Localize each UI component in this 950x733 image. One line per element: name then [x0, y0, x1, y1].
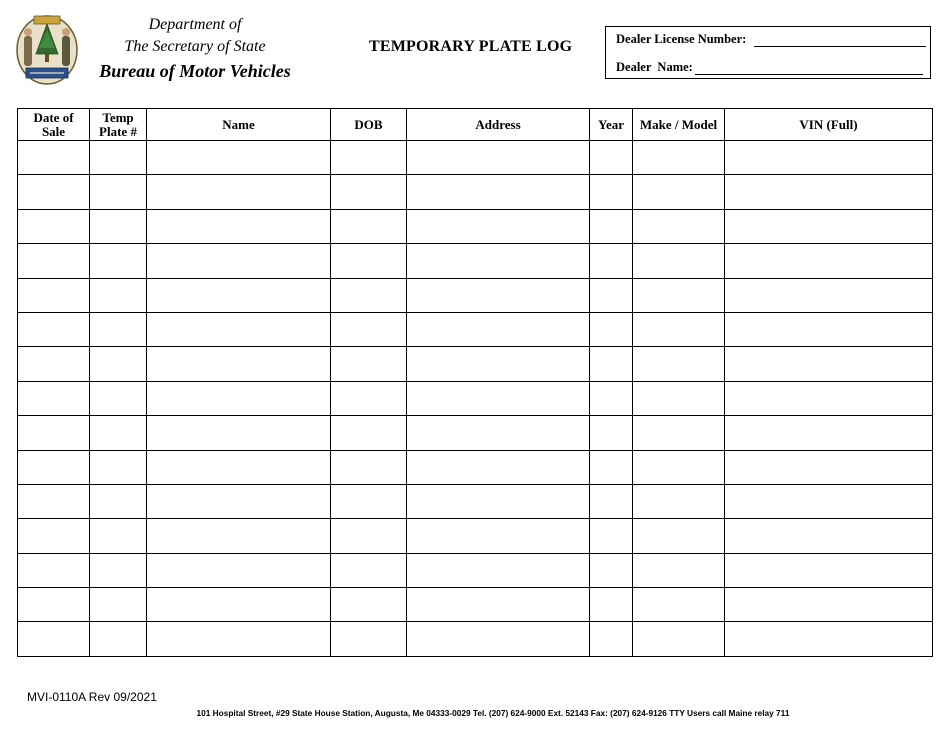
column-header-label: Date of — [33, 109, 74, 125]
table-cell[interactable] — [725, 381, 933, 415]
table-row — [18, 244, 933, 278]
table-cell[interactable] — [331, 381, 407, 415]
table-cell[interactable] — [90, 450, 147, 484]
table-row — [18, 381, 933, 415]
table-cell[interactable] — [90, 244, 147, 278]
table-cell[interactable] — [331, 519, 407, 553]
table-cell[interactable] — [331, 209, 407, 243]
table-cell[interactable] — [331, 141, 407, 175]
table-cell[interactable] — [725, 347, 933, 381]
table-cell[interactable] — [407, 484, 590, 518]
table-cell[interactable] — [590, 553, 633, 587]
table-cell[interactable] — [407, 347, 590, 381]
table-cell[interactable] — [407, 209, 590, 243]
bureau-name: Bureau of Motor Vehicles — [99, 61, 291, 81]
table-cell[interactable] — [331, 484, 407, 518]
table-cell[interactable] — [633, 244, 725, 278]
table-cell[interactable] — [633, 312, 725, 346]
table-cell[interactable] — [331, 622, 407, 656]
table-row — [18, 553, 933, 587]
table-cell[interactable] — [18, 381, 90, 415]
table-cell[interactable] — [331, 244, 407, 278]
table-cell[interactable] — [725, 141, 933, 175]
table-cell[interactable] — [407, 175, 590, 209]
table-cell[interactable] — [18, 244, 90, 278]
column-header-label: Year — [598, 116, 624, 132]
column-header — [725, 109, 933, 141]
table-row — [18, 588, 933, 622]
table-cell[interactable] — [407, 553, 590, 587]
table-cell[interactable] — [147, 553, 331, 587]
column-header-label: Temp — [102, 109, 134, 125]
department-heading — [90, 14, 300, 84]
table-cell[interactable] — [147, 484, 331, 518]
table-row — [18, 347, 933, 381]
dealer-license-field[interactable] — [754, 34, 926, 47]
table-row — [18, 312, 933, 346]
table-cell[interactable] — [633, 553, 725, 587]
table-cell[interactable] — [331, 450, 407, 484]
table-cell[interactable] — [725, 553, 933, 587]
table-cell[interactable] — [725, 484, 933, 518]
table-cell[interactable] — [90, 381, 147, 415]
table-cell[interactable] — [725, 278, 933, 312]
table-cell[interactable] — [725, 244, 933, 278]
table-cell[interactable] — [331, 278, 407, 312]
table-cell[interactable] — [147, 175, 331, 209]
table-cell[interactable] — [18, 175, 90, 209]
column-header-label: DOB — [354, 116, 383, 132]
table-cell[interactable] — [18, 347, 90, 381]
table-row — [18, 141, 933, 175]
table-cell[interactable] — [633, 484, 725, 518]
table-cell[interactable] — [725, 622, 933, 656]
column-header — [633, 109, 725, 141]
table-cell[interactable] — [18, 519, 90, 553]
table-cell[interactable] — [725, 175, 933, 209]
table-cell[interactable] — [147, 450, 331, 484]
table-cell[interactable] — [147, 588, 331, 622]
table-cell[interactable] — [90, 553, 147, 587]
table-cell[interactable] — [90, 141, 147, 175]
column-header-label: VIN (Full) — [799, 116, 858, 132]
table-row — [18, 175, 933, 209]
table-cell[interactable] — [18, 588, 90, 622]
table-cell[interactable] — [407, 450, 590, 484]
form-number: MVI-0110A Rev 09/2021 — [27, 690, 157, 704]
table-body — [18, 141, 933, 657]
table-cell[interactable] — [407, 278, 590, 312]
table-cell[interactable] — [147, 141, 331, 175]
department-line-2: The Secretary of State — [124, 38, 266, 55]
table-cell[interactable] — [590, 588, 633, 622]
table-cell[interactable] — [725, 312, 933, 346]
table-cell[interactable] — [633, 416, 725, 450]
dealer-info-box — [605, 26, 931, 79]
temporary-plate-log-table — [17, 108, 933, 657]
table-cell[interactable] — [590, 278, 633, 312]
table-cell[interactable] — [90, 416, 147, 450]
table-cell[interactable] — [633, 209, 725, 243]
dealer-name-row — [616, 60, 923, 75]
table-cell[interactable] — [90, 175, 147, 209]
table-cell[interactable] — [147, 381, 331, 415]
table-cell[interactable] — [590, 484, 633, 518]
column-header — [18, 109, 90, 141]
table-cell[interactable] — [90, 622, 147, 656]
table-cell[interactable] — [633, 278, 725, 312]
column-header — [407, 109, 590, 141]
table-cell[interactable] — [331, 175, 407, 209]
dealer-license-row — [616, 32, 926, 47]
table-cell[interactable] — [590, 381, 633, 415]
table-cell[interactable] — [147, 519, 331, 553]
table-cell[interactable] — [633, 450, 725, 484]
table-cell[interactable] — [18, 312, 90, 346]
table-cell[interactable] — [590, 141, 633, 175]
footer-address: 101 Hospital Street, #29 State House Station, Augusta, Me 04333-0029 Tel. (207) 624-9000 Ext. 52143 Fax: (207) 624-9126 TTY Users call Maine relay 711 — [196, 708, 790, 718]
table-cell[interactable] — [407, 622, 590, 656]
table-cell[interactable] — [90, 588, 147, 622]
table-cell[interactable] — [590, 312, 633, 346]
dealer-name-field[interactable] — [695, 62, 923, 75]
table-cell[interactable] — [407, 244, 590, 278]
table-cell[interactable] — [147, 622, 331, 656]
table-cell[interactable] — [147, 312, 331, 346]
column-header-label: Name — [222, 116, 255, 132]
table-row — [18, 450, 933, 484]
table-cell[interactable] — [590, 450, 633, 484]
table-row — [18, 416, 933, 450]
table-cell[interactable] — [590, 416, 633, 450]
table-cell[interactable] — [147, 209, 331, 243]
table-cell[interactable] — [590, 622, 633, 656]
table-cell[interactable] — [407, 588, 590, 622]
table-cell[interactable] — [590, 244, 633, 278]
table-row — [18, 622, 933, 656]
table-cell[interactable] — [18, 450, 90, 484]
column-header — [331, 109, 407, 141]
table-cell[interactable] — [90, 519, 147, 553]
table-cell[interactable] — [18, 622, 90, 656]
table-cell[interactable] — [633, 141, 725, 175]
table-cell[interactable] — [633, 175, 725, 209]
table-row — [18, 519, 933, 553]
table-cell[interactable] — [407, 141, 590, 175]
table-cell[interactable] — [633, 622, 725, 656]
table-cell[interactable] — [147, 416, 331, 450]
table-row — [18, 278, 933, 312]
table-cell[interactable] — [147, 244, 331, 278]
dealer-license-label: Dealer License Number: — [616, 32, 747, 46]
table-cell[interactable] — [633, 588, 725, 622]
table-cell[interactable] — [590, 519, 633, 553]
table-cell[interactable] — [407, 312, 590, 346]
column-header — [90, 109, 147, 141]
table-cell[interactable] — [18, 553, 90, 587]
state-seal-icon — [14, 10, 80, 86]
department-line-1: Department of — [148, 16, 242, 33]
table-cell[interactable] — [331, 312, 407, 346]
column-header — [590, 109, 633, 141]
table-cell[interactable] — [331, 347, 407, 381]
table-cell[interactable] — [331, 553, 407, 587]
column-header-label: Plate # — [99, 123, 137, 139]
table-row — [18, 209, 933, 243]
table-cell[interactable] — [90, 209, 147, 243]
table-cell[interactable] — [331, 588, 407, 622]
table-cell[interactable] — [90, 347, 147, 381]
column-header-label: Make / Model — [639, 116, 718, 132]
column-header-label: Address — [475, 116, 521, 132]
table-cell[interactable] — [331, 416, 407, 450]
table-cell[interactable] — [18, 416, 90, 450]
table-header-row — [18, 109, 933, 141]
table-cell[interactable] — [90, 484, 147, 518]
table-cell[interactable] — [147, 278, 331, 312]
dealer-name-label: Dealer Name: — [616, 60, 693, 74]
table-cell[interactable] — [633, 347, 725, 381]
table-cell[interactable] — [407, 381, 590, 415]
table-cell[interactable] — [90, 312, 147, 346]
form-title: TEMPORARY PLATE LOG — [369, 38, 573, 55]
table-cell[interactable] — [18, 278, 90, 312]
table-cell[interactable] — [407, 416, 590, 450]
table-cell[interactable] — [633, 381, 725, 415]
table-cell[interactable] — [90, 278, 147, 312]
table-cell[interactable] — [725, 416, 933, 450]
table-cell[interactable] — [590, 175, 633, 209]
table-cell[interactable] — [633, 519, 725, 553]
table-cell[interactable] — [18, 141, 90, 175]
table-cell[interactable] — [725, 209, 933, 243]
table-cell[interactable] — [18, 209, 90, 243]
column-header — [147, 109, 331, 141]
table-cell[interactable] — [590, 209, 633, 243]
table-cell[interactable] — [407, 519, 590, 553]
table-cell[interactable] — [725, 519, 933, 553]
table-cell[interactable] — [725, 588, 933, 622]
table-cell[interactable] — [725, 450, 933, 484]
table-cell[interactable] — [147, 347, 331, 381]
table-cell[interactable] — [590, 347, 633, 381]
table-row — [18, 484, 933, 518]
table-cell[interactable] — [18, 484, 90, 518]
column-header-label: Sale — [41, 123, 66, 139]
